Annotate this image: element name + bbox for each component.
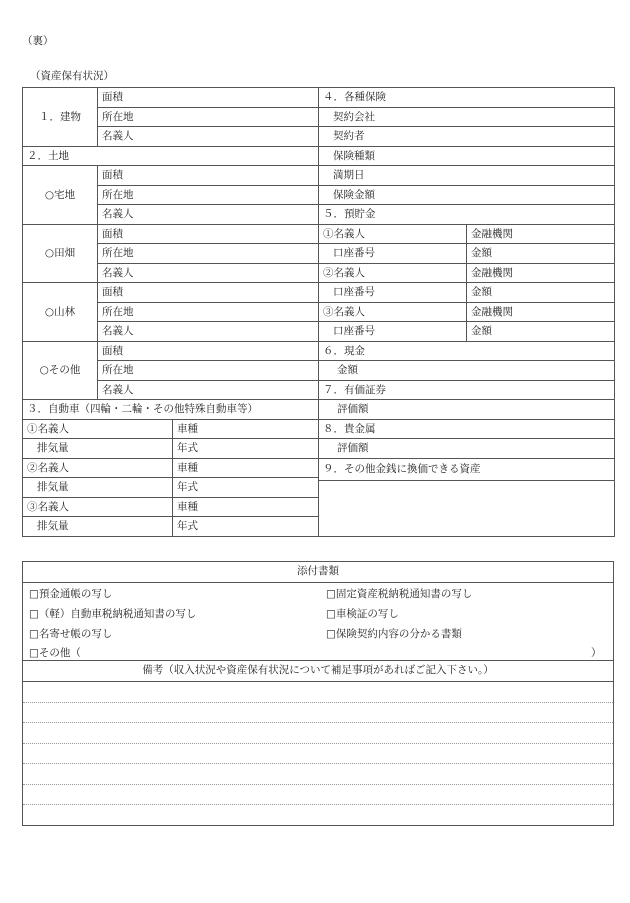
cash-label: ６．現金	[319, 341, 615, 361]
vehicle-3-type-field[interactable]: 車種	[173, 497, 319, 517]
vehicle-3-displacement-field[interactable]: 排気量	[23, 517, 173, 537]
insurance-maturity-field[interactable]: 満期日	[319, 166, 615, 186]
insurance-company-field[interactable]: 契約会社	[319, 107, 615, 127]
farmland-owner-field[interactable]: 名義人	[98, 263, 319, 283]
savings-3-owner-field[interactable]: ③名義人	[319, 302, 467, 322]
other-land-location-field[interactable]: 所在地	[98, 361, 319, 381]
page-label: （裏）	[22, 35, 54, 47]
savings-2-amount-field[interactable]: 金額	[467, 283, 615, 303]
vehicle-2-type-field[interactable]: 車種	[173, 458, 319, 478]
vehicle-1-owner-field[interactable]: ①名義人	[23, 419, 173, 439]
vehicle-1-type-field[interactable]: 車種	[173, 419, 319, 439]
attachment-inspection-cert-checkbox[interactable]: □車検証の写し	[326, 608, 399, 620]
vehicle-2-year-field[interactable]: 年式	[173, 478, 319, 498]
vehicle-2-owner-field[interactable]: ②名義人	[23, 458, 173, 478]
insurance-contractor-field[interactable]: 契約者	[319, 127, 615, 147]
other-assets-label: ９．その他金銭に換価できる資産	[319, 458, 615, 480]
vehicle-3-year-field[interactable]: 年式	[173, 517, 319, 537]
buildings-label: １．建物	[23, 88, 98, 147]
precious-metals-value-field[interactable]: 評価額	[319, 439, 615, 459]
land-group-forest-label: ○山林	[23, 283, 98, 342]
attachment-other-checkbox[interactable]: □その他（	[29, 647, 81, 659]
insurance-type-field[interactable]: 保険種類	[319, 146, 615, 166]
buildings-owner-field[interactable]: 名義人	[98, 127, 319, 147]
securities-label: ７．有価証券	[319, 380, 615, 400]
remarks-line	[23, 804, 613, 805]
buildings-location-field[interactable]: 所在地	[98, 107, 319, 127]
savings-3-amount-field[interactable]: 金額	[467, 322, 615, 342]
vehicles-label: ３．自動車（四輪・二輪・その他特殊自動車等）	[23, 400, 319, 420]
buildings-area-field[interactable]: 面積	[98, 88, 319, 108]
remarks-line	[23, 743, 613, 744]
right-asset-table	[318, 87, 615, 537]
left-asset-table	[22, 87, 319, 537]
farmland-area-field[interactable]: 面積	[98, 224, 319, 244]
remarks-section[interactable]	[22, 661, 614, 826]
other-land-owner-field[interactable]: 名義人	[98, 380, 319, 400]
residential-area-field[interactable]: 面積	[98, 166, 319, 186]
savings-1-account-field[interactable]: 口座番号	[319, 244, 467, 264]
farmland-location-field[interactable]: 所在地	[98, 244, 319, 264]
savings-2-account-field[interactable]: 口座番号	[319, 283, 467, 303]
vehicle-3-owner-field[interactable]: ③名義人	[23, 497, 173, 517]
other-land-area-field[interactable]: 面積	[98, 341, 319, 361]
remarks-line	[23, 722, 613, 723]
savings-1-bank-field[interactable]: 金融機関	[467, 224, 615, 244]
attachment-insurance-doc-checkbox[interactable]: □保険契約内容の分かる書類	[326, 628, 462, 640]
vehicle-1-year-field[interactable]: 年式	[173, 439, 319, 459]
land-group-other-label: ○その他	[23, 341, 98, 400]
forest-location-field[interactable]: 所在地	[98, 302, 319, 322]
savings-1-owner-field[interactable]: ①名義人	[319, 224, 467, 244]
attachment-property-tax-checkbox[interactable]: □固定資産税納税通知書の写し	[326, 588, 473, 600]
savings-2-owner-field[interactable]: ②名義人	[319, 263, 467, 283]
residential-location-field[interactable]: 所在地	[98, 185, 319, 205]
vehicle-2-displacement-field[interactable]: 排気量	[23, 478, 173, 498]
vehicle-1-displacement-field[interactable]: 排気量	[23, 439, 173, 459]
land-group-residential-label: ○宅地	[23, 166, 98, 225]
savings-1-amount-field[interactable]: 金額	[467, 244, 615, 264]
savings-3-bank-field[interactable]: 金融機関	[467, 302, 615, 322]
securities-value-field[interactable]: 評価額	[319, 400, 615, 420]
remarks-line	[23, 784, 613, 785]
savings-3-account-field[interactable]: 口座番号	[319, 322, 467, 342]
land-group-farmland-label: ○田畑	[23, 224, 98, 283]
other-assets-field[interactable]	[319, 480, 615, 536]
attachments-section	[22, 561, 614, 661]
savings-label: ５．預貯金	[319, 205, 615, 225]
savings-2-bank-field[interactable]: 金融機関	[467, 263, 615, 283]
remarks-line	[23, 702, 613, 703]
attachments-title: 添付書類	[23, 562, 613, 583]
attachment-bank-book-checkbox[interactable]: □預金通帳の写し	[29, 588, 113, 600]
residential-owner-field[interactable]: 名義人	[98, 205, 319, 225]
attachment-name-register-checkbox[interactable]: □名寄せ帳の写し	[29, 628, 113, 640]
precious-metals-label: ８．貴金属	[319, 419, 615, 439]
attachment-other-close-paren: ）	[591, 647, 602, 659]
forest-area-field[interactable]: 面積	[98, 283, 319, 303]
remarks-title: 備考（収入状況や資産保有状況について補足事項があればご記入下さい。）	[23, 661, 613, 682]
insurance-amount-field[interactable]: 保険金額	[319, 185, 615, 205]
insurance-label: ４．各種保険	[319, 88, 615, 108]
attachment-vehicle-tax-checkbox[interactable]: □（軽）自動車税納税通知書の写し	[29, 608, 197, 620]
forest-owner-field[interactable]: 名義人	[98, 322, 319, 342]
remarks-line	[23, 763, 613, 764]
land-label: ２．土地	[23, 146, 319, 166]
section-title: （資産保有状況）	[30, 70, 114, 82]
cash-amount-field[interactable]: 金額	[319, 361, 615, 381]
